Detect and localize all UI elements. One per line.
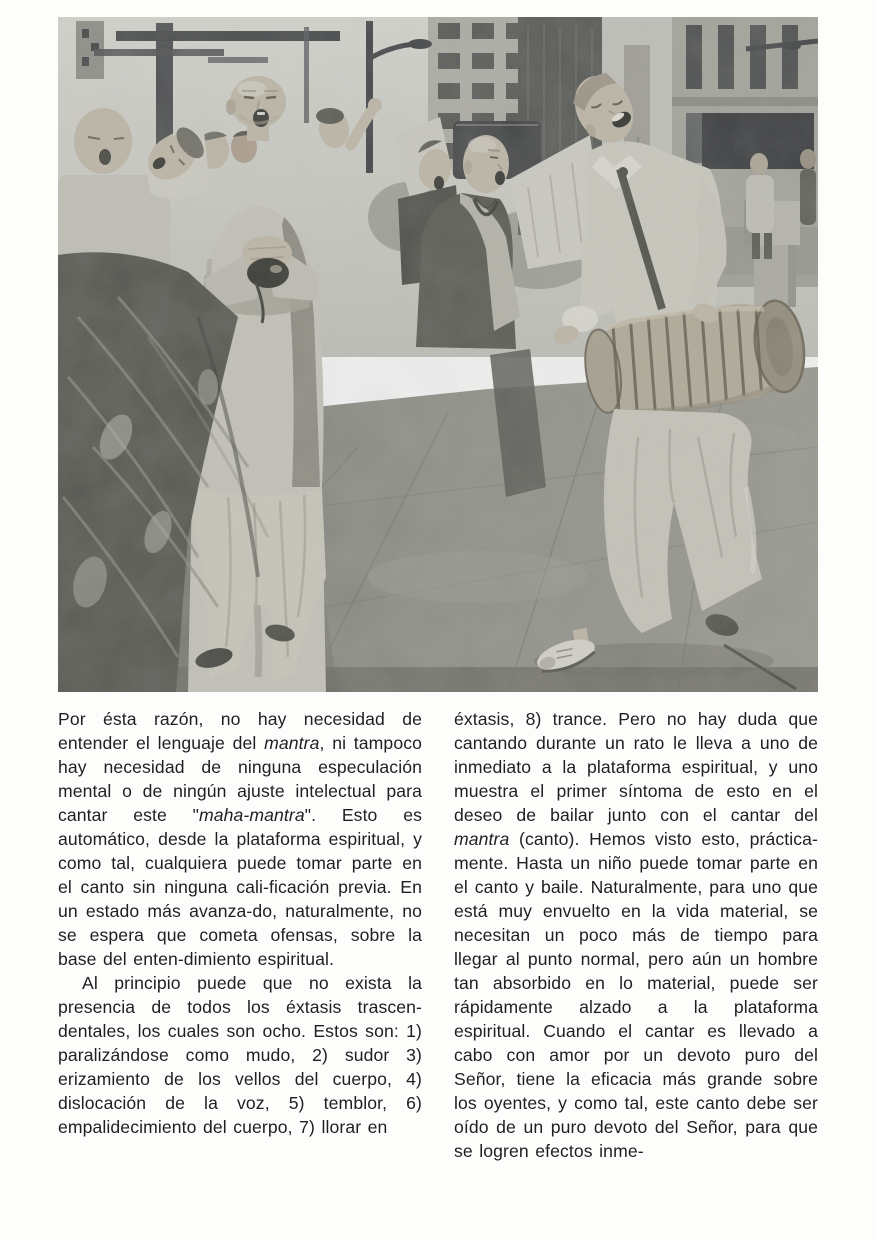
grain-overlay xyxy=(58,17,818,692)
paragraph xyxy=(58,971,422,1139)
italic-term: maha-mantra xyxy=(199,805,305,825)
kirtan-photo-art xyxy=(58,17,818,692)
text-run: (canto). Hemos visto esto, práctica-mente. Hasta un niño puede tomar parte en el canto y baile. Naturalmente, para uno que está muy envuelto en la vida material, se necesitan un poco más de tiempo para llegar al punto normal, pero aún un hombre tan absorbido en lo material, puede ser rápidamente alzado a la plataforma espiritual. Cuando el cantar es llevado a cabo con amor por un devoto puro del Señor, tiene la eficacia más grande sobre los oyentes, y como tal, este canto debe ser oído de un puro devoto del Señor, para que se logren efectos inme- xyxy=(454,829,818,1161)
text-run: Por ésta razón, no hay necesidad de entender el lenguaje del xyxy=(58,709,422,753)
text-run: Al principio puede que no exista la presencia de todos los éxtasis trascen-dentales, los cuales son ocho. Estos son: 1) paralizándose como mudo, 2) sudor 3) erizamiento de los vellos del cuerpo, 4) dislocación de la voz, 5) temblor, 6) empalidecimiento del cuerpo, 7) llorar en xyxy=(58,973,422,1137)
paragraph xyxy=(454,707,818,1163)
kirtan-photo xyxy=(58,17,818,692)
text-run: éxtasis, 8) trance. Pero no hay duda que cantando durante un rato le lleva a uno de inmediato a la plataforma espiritual, y uno muestra el primer síntoma de esto en el deseo de bailar junto con el cantar del xyxy=(454,709,818,825)
text-run: , ni tampoco hay necesidad de ninguna especulación mental o de ningún ajuste intelectual para cantar este " xyxy=(58,733,422,825)
text-column-right xyxy=(454,707,818,1163)
text-run: ". Esto es automático, desde la plataforma espiritual, y como tal, cualquiera puede tomar parte en el canto sin ninguna cali-ficación previa. En un estado más avanza-do, naturalmente, no se espera que cometa ofensas, sobre la base del enten-dimiento espiritual. xyxy=(58,805,422,969)
paragraph xyxy=(58,707,422,971)
text-column-left xyxy=(58,707,422,1163)
italic-term: mantra xyxy=(264,733,320,753)
italic-term: mantra xyxy=(454,829,510,849)
article-text xyxy=(58,707,818,1163)
